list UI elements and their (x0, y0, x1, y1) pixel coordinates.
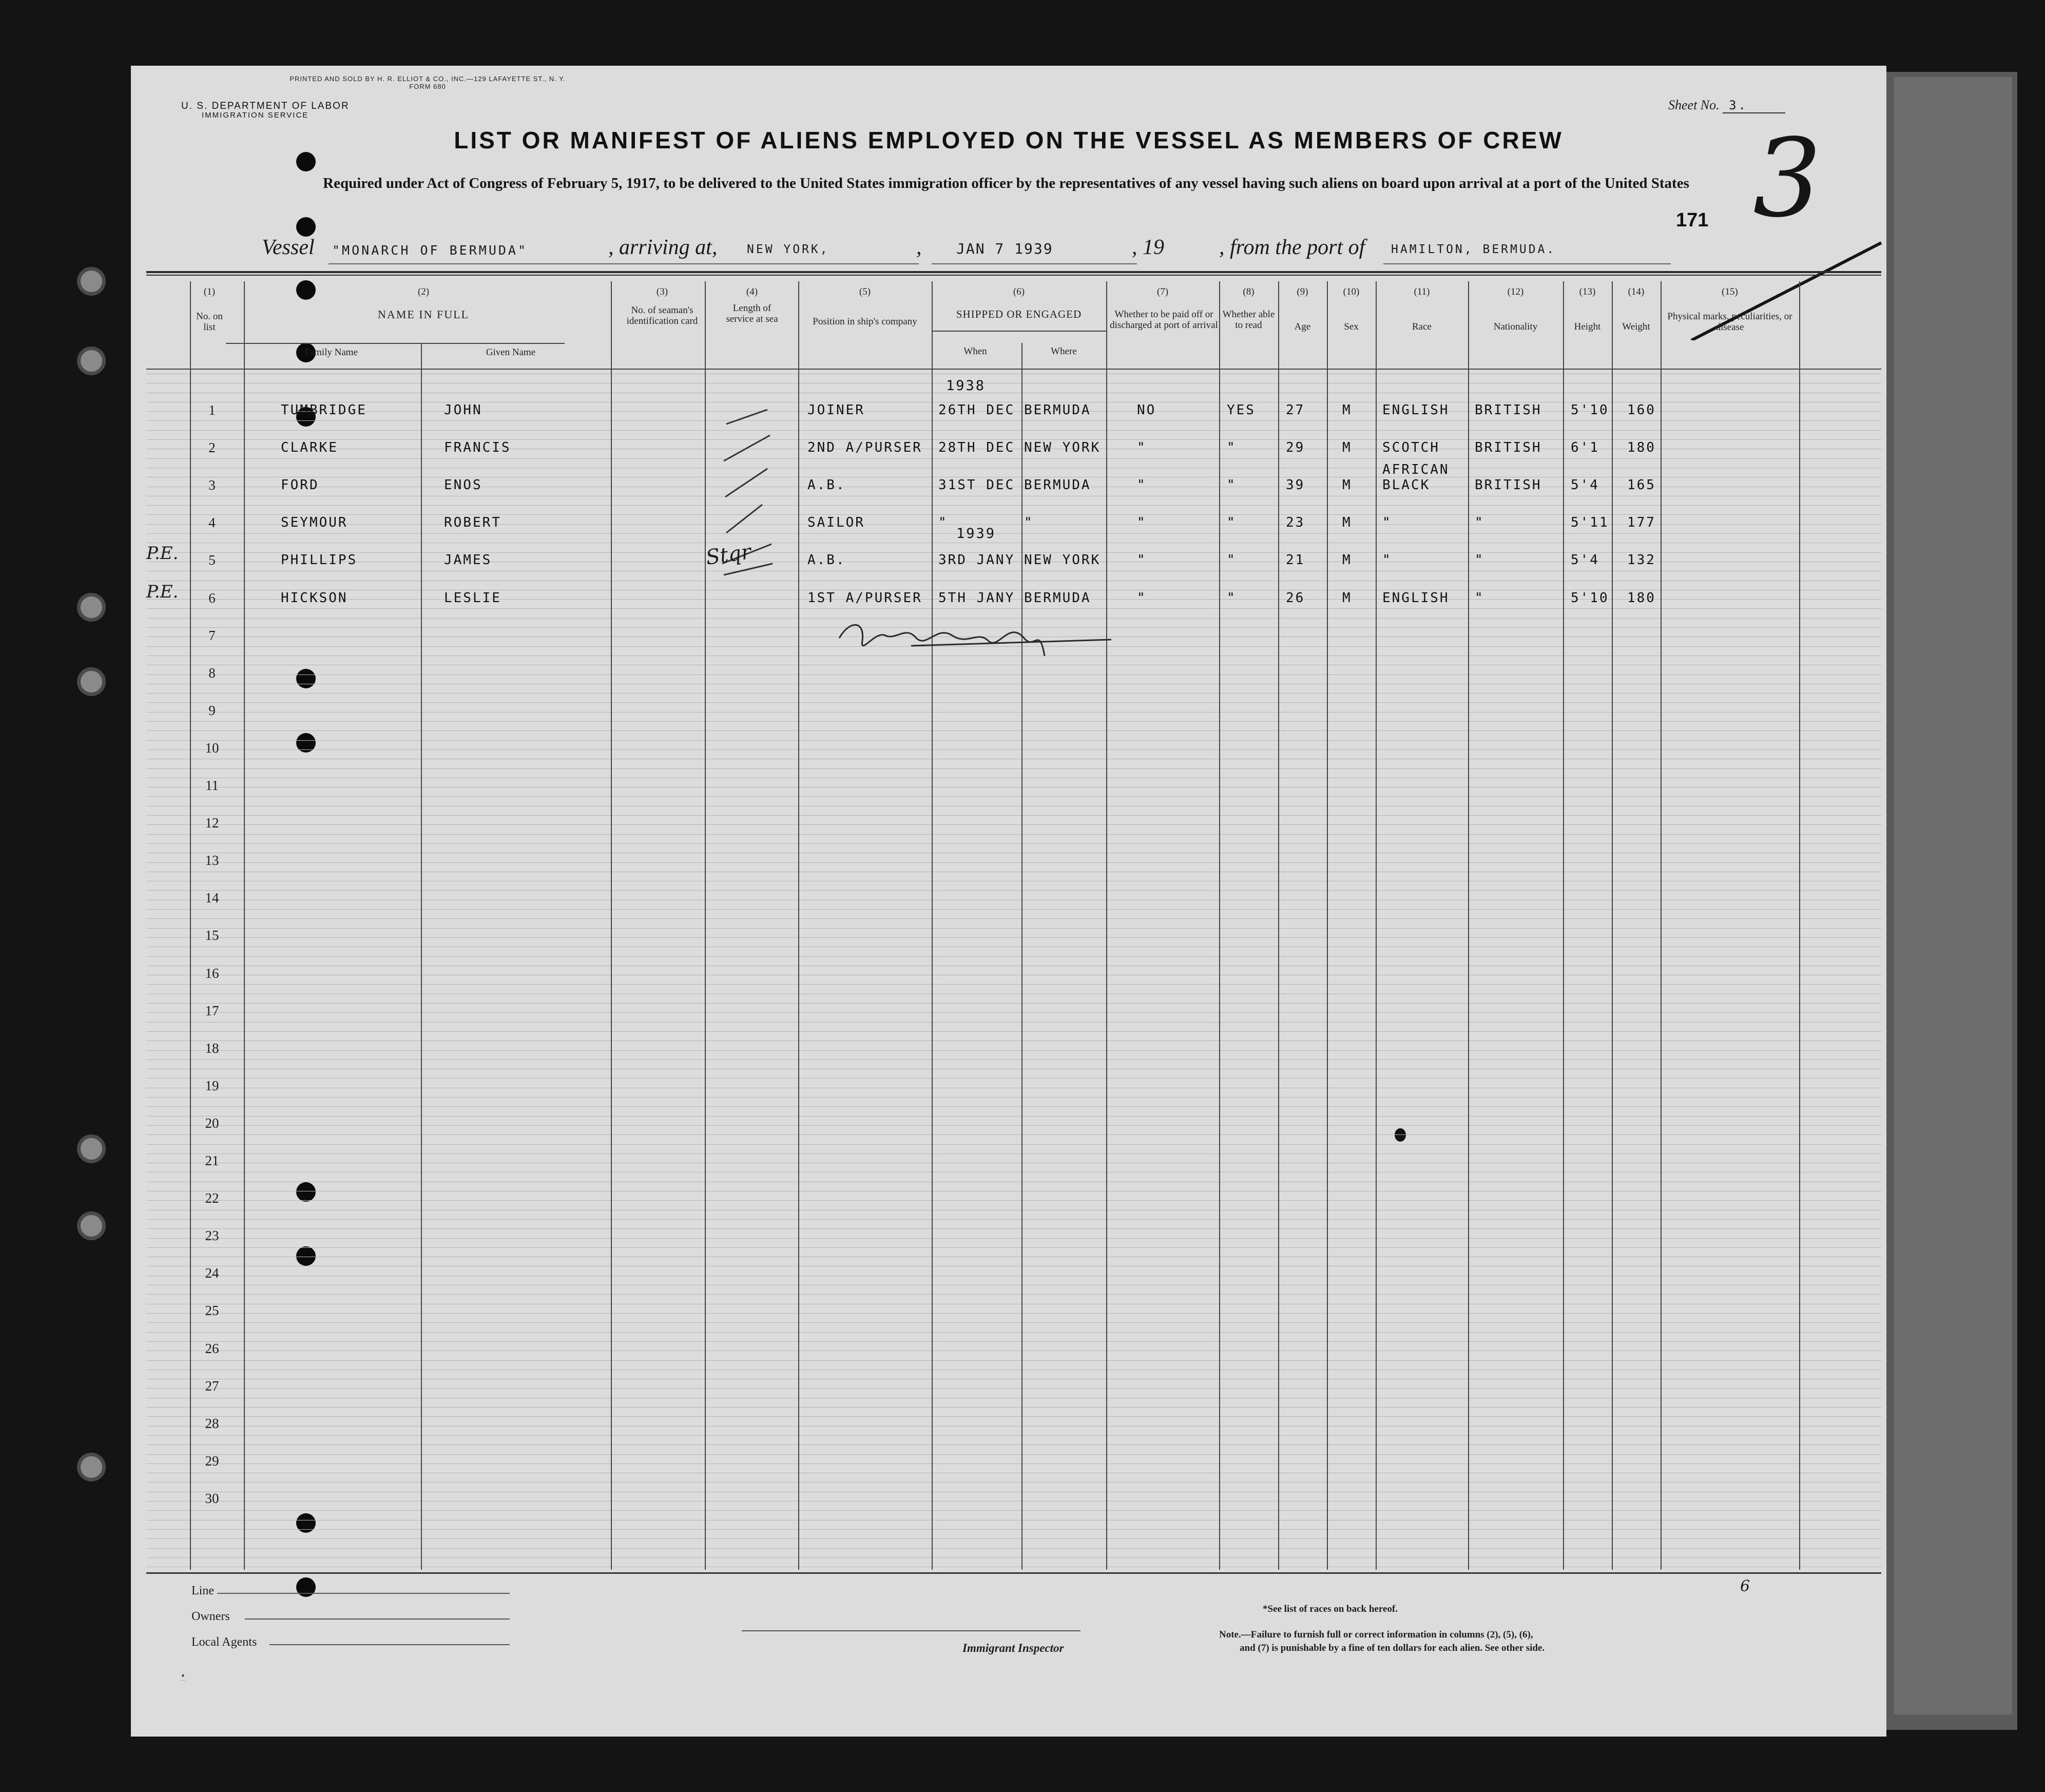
ruled-line (146, 514, 1881, 515)
column-divider (1021, 343, 1023, 1570)
header-length-service: Length of service at sea (726, 303, 778, 324)
printer-line: PRINTED AND SOLD BY H. R. ELLIOT & CO., INC.—129 LAFAYETTE ST., N. Y. (290, 75, 566, 83)
row-number: 1 (208, 402, 216, 418)
signature-mark: Stqr (704, 540, 753, 570)
handwritten-sheet-number: 3 (1753, 115, 1822, 241)
cell-read: " (1227, 552, 1237, 568)
header-id-card: No. of seaman's identification card (626, 305, 698, 326)
row-number: 3 (208, 477, 216, 493)
footer-owners-label: Owners (191, 1610, 230, 1623)
row-number: 28 (205, 1415, 219, 1431)
col-number: (12) (1507, 286, 1524, 297)
ruled-line (146, 834, 1881, 835)
column-divider (1468, 281, 1469, 1570)
column-divider (705, 281, 706, 1570)
ruled-line (146, 1510, 1881, 1511)
arriving-port: NEW YORK, (747, 243, 829, 256)
from-port: HAMILTON, BERMUDA. (1391, 243, 1556, 256)
cell-given: JOHN (444, 402, 483, 418)
row-number: 27 (205, 1378, 219, 1394)
ruled-line (146, 1247, 1881, 1248)
row-number: 11 (205, 778, 219, 793)
binder-ring (77, 1453, 106, 1481)
binder-ring (77, 346, 106, 375)
cell-race: " (1382, 552, 1392, 568)
row-number: 20 (205, 1115, 219, 1131)
column-divider (1661, 281, 1662, 1570)
sheet-number-block (1668, 98, 1785, 113)
header-age: Age (1294, 321, 1311, 332)
binder-ring (77, 1211, 106, 1240)
ink-blot (1395, 1128, 1406, 1142)
column-divider (1376, 281, 1377, 1570)
header-weight: Weight (1622, 321, 1650, 332)
cell-given: ROBERT (444, 515, 501, 531)
ruled-line (146, 1454, 1881, 1455)
service-name: IMMIGRATION SERVICE (202, 111, 309, 120)
ruled-line (146, 1134, 1881, 1135)
cell-weight: 160 (1627, 402, 1656, 418)
col-number: (15) (1722, 286, 1738, 297)
corner-mark: 6 (1740, 1577, 1750, 1595)
header-rule (932, 331, 1106, 332)
col-number: (13) (1579, 286, 1596, 297)
vessel-label: Vessel (262, 236, 315, 259)
vessel-name: "MONARCH OF BERMUDA" (332, 243, 528, 258)
cell-sex: M (1342, 477, 1352, 493)
cell-weight: 132 (1627, 552, 1656, 568)
department-name: U. S. DEPARTMENT OF LABOR (181, 101, 350, 111)
cell-nat: BRITISH (1475, 402, 1542, 418)
row-number: 6 (208, 590, 216, 606)
column-divider (611, 281, 612, 1570)
cell-position: 2ND A/PURSER (807, 440, 922, 456)
ruled-line (146, 458, 1881, 459)
row-number: 25 (205, 1303, 219, 1319)
column-divider (1106, 281, 1107, 1570)
cell-race: ENGLISH (1382, 402, 1450, 418)
ruled-line (146, 824, 1881, 825)
col-number: (7) (1156, 286, 1169, 297)
cell-age: 23 (1286, 515, 1305, 531)
arriving-label: , arriving at, (608, 236, 718, 259)
cell-sex: M (1342, 515, 1352, 531)
ruled-line (146, 796, 1881, 797)
ruled-line (146, 1294, 1881, 1295)
header-nationality: Nationality (1493, 321, 1538, 332)
row-number: 7 (208, 627, 216, 643)
footer-note-races: *See list of races on back hereof. (1263, 1604, 1398, 1614)
cell-race: " (1382, 515, 1392, 531)
cell-where: NEW YORK (1024, 440, 1101, 456)
ruled-line (146, 928, 1881, 929)
punch-hole (296, 1182, 316, 1202)
punch-hole (296, 1577, 316, 1597)
cell-read: " (1227, 590, 1237, 606)
cell-height: 5'11 (1571, 515, 1609, 531)
cell-when: 26TH DEC (938, 402, 1015, 418)
cell-paid: " (1137, 552, 1147, 568)
cell-when: 3RD JANY (938, 552, 1015, 568)
ruled-line (146, 430, 1881, 431)
margin-mark: P.E. (146, 543, 179, 564)
cell-weight: 180 (1627, 590, 1656, 606)
year-note: 1938 (946, 378, 986, 394)
ruled-line (146, 1031, 1881, 1032)
ruled-line (146, 815, 1881, 816)
col-number: (11) (1414, 286, 1430, 297)
ruled-line (146, 890, 1881, 891)
ruled-line (146, 1341, 1881, 1342)
header-sex: Sex (1344, 321, 1359, 332)
row-number: 17 (205, 1003, 219, 1018)
ruled-line (146, 1238, 1881, 1239)
ruled-line (146, 1125, 1881, 1126)
cell-age: 21 (1286, 552, 1305, 568)
form-number: FORM 680 (409, 83, 446, 90)
cell-age: 29 (1286, 440, 1305, 456)
punch-hole (296, 1513, 316, 1533)
cell-where: NEW YORK (1024, 552, 1101, 568)
header-family-name: Family Name (304, 347, 358, 358)
ruled-line (146, 1360, 1881, 1361)
punch-hole (296, 152, 316, 171)
ruled-line (146, 937, 1881, 938)
row-number: 19 (205, 1077, 219, 1093)
binder-ring (77, 667, 106, 696)
punch-hole (296, 1246, 316, 1266)
ruled-line (146, 1022, 1881, 1023)
header-name-in-full: NAME IN FULL (378, 308, 469, 321)
cell-family: PHILLIPS (281, 552, 358, 568)
cell-family: SEYMOUR (281, 515, 348, 531)
cell-paid: NO (1137, 402, 1156, 418)
ruled-line (146, 1313, 1881, 1314)
ruled-line (146, 1228, 1881, 1229)
printer-imprint (145, 75, 710, 90)
ruled-line (146, 505, 1881, 506)
cell-nat: " (1475, 590, 1484, 606)
col-number: (6) (1013, 286, 1025, 297)
ruled-line (146, 1388, 1881, 1389)
stamp-number: 171 (1676, 209, 1709, 231)
cell-given: LESLIE (444, 590, 501, 606)
ruled-line (146, 1050, 1881, 1051)
ruled-line (146, 1538, 1881, 1539)
header-shipped: SHIPPED OR ENGAGED (956, 308, 1082, 320)
ruled-line (146, 1435, 1881, 1436)
cell-race: SCOTCH (1382, 440, 1440, 456)
punch-hole (296, 280, 316, 300)
ruled-line (146, 1548, 1881, 1549)
cell-nat: BRITISH (1475, 440, 1542, 456)
ruled-line (146, 1106, 1881, 1107)
ruled-line (146, 1463, 1881, 1464)
cell-height: 6'1 (1571, 440, 1599, 456)
cell-family: CLARKE (281, 440, 338, 456)
col-number: (4) (746, 286, 758, 297)
column-divider (1612, 281, 1613, 1570)
year-label: , 19 (1132, 236, 1164, 259)
cell-age: 26 (1286, 590, 1305, 606)
column-divider (1799, 281, 1800, 1570)
cell-read: " (1227, 515, 1237, 531)
header-race: Race (1412, 321, 1432, 332)
cell-position: 1ST A/PURSER (807, 590, 922, 606)
cell-family: TUMBRIDGE (281, 402, 367, 418)
row-number: 30 (205, 1490, 219, 1506)
punch-hole (296, 217, 316, 237)
col-number: (8) (1243, 286, 1255, 297)
cell-read: YES (1227, 402, 1256, 418)
punch-hole (296, 669, 316, 688)
ruled-line (146, 984, 1881, 985)
ruled-line (146, 1332, 1881, 1333)
cell-given: JAMES (444, 552, 492, 568)
footer-note-penalty-2: and (7) is punishable by a fine of ten dollars for each alien. See other side. (1240, 1643, 1545, 1653)
cell-height: 5'4 (1571, 552, 1599, 568)
header-no-on-list: No. on list (196, 311, 223, 333)
row-number: 29 (205, 1453, 219, 1469)
cell-sex: M (1342, 440, 1352, 456)
ruled-line (146, 749, 1881, 750)
column-divider (1327, 281, 1328, 1570)
cell-weight: 165 (1627, 477, 1656, 493)
ruled-line (146, 1003, 1881, 1004)
cell-height: 5'10 (1571, 402, 1609, 418)
ruled-line (146, 420, 1881, 421)
column-divider (190, 281, 191, 1570)
column-divider (421, 343, 422, 1570)
row-number: 21 (205, 1153, 219, 1168)
cell-height: 5'10 (1571, 590, 1609, 606)
header-paid-off: Whether to be paid off or discharged at port of arrival (1110, 309, 1218, 331)
ruled-line (146, 1426, 1881, 1427)
header-physical-marks: Physical marks, peculiarities, or disease (1667, 311, 1792, 333)
cell-race: ENGLISH (1382, 590, 1450, 606)
cell-when: " (938, 515, 948, 531)
binder-ring (77, 267, 106, 296)
header-where: Where (1051, 346, 1077, 357)
ruled-line (146, 1407, 1881, 1408)
row-number: 26 (205, 1340, 219, 1356)
ruled-line (146, 721, 1881, 722)
row-number: 2 (208, 440, 216, 456)
col-number: (9) (1297, 286, 1308, 297)
ruled-line (146, 1144, 1881, 1145)
year-note: 1939 (956, 526, 996, 542)
cell-position: JOINER (807, 402, 865, 418)
col-number: (14) (1628, 286, 1645, 297)
col-number: (2) (417, 286, 430, 297)
department-block (181, 102, 350, 120)
cell-paid: " (1137, 515, 1147, 531)
cell-where: BERMUDA (1024, 477, 1091, 493)
column-divider (1219, 281, 1220, 1570)
cell-given: ENOS (444, 477, 483, 493)
ruled-line (146, 1529, 1881, 1530)
ruled-line (146, 608, 1881, 609)
col-number: (1) (203, 286, 216, 297)
header-height: Height (1574, 321, 1601, 332)
cell-sex: M (1342, 402, 1352, 418)
col-number: (5) (859, 286, 871, 297)
row-number: 14 (205, 890, 219, 906)
ruled-line (146, 1444, 1881, 1445)
header-given-name: Given Name (486, 347, 536, 358)
column-divider (244, 281, 245, 1570)
header-when: When (963, 346, 987, 357)
header-able-read: Whether able to read (1222, 309, 1275, 331)
sheet-label: Sheet No. (1668, 98, 1720, 112)
ruled-line (146, 1322, 1881, 1323)
cell-race: AFRICAN BLACK (1382, 462, 1450, 493)
ruled-line (146, 1059, 1881, 1060)
cell-read: " (1227, 477, 1237, 493)
column-divider (1278, 281, 1279, 1570)
cell-when: 28TH DEC (938, 440, 1015, 456)
manifest-subtitle: Required under Act of Congress of February 5, 1917, to be delivered to the United States immigration officer by the representatives of any vessel having such aliens on board upon arrival at a port of the United States (323, 175, 1689, 191)
footer-line-label: Line (191, 1584, 214, 1597)
cell-sex: M (1342, 552, 1352, 568)
ruled-line (146, 1219, 1881, 1220)
manifest-page: PRINTED AND SOLD BY H. R. ELLIOT & CO., INC.—129 LAFAYETTE ST., N. Y. FORM 680 U. S. DEPARTMENT OF LABOR IMMIGRATION SERVICE Sheet No. 3. 3 171 LIST OR MANIFEST OF ALIENS EMPLOYED ON THE VESSEL AS MEMBERS OF CREW Required under Act of Congress of February 5, 1917, to be delivered to the United States immigration officer by the representatives of any vessel having such aliens on board upon arrival at a port of the United States Vessel "MONARCH OF BERMUDA" , arriving at, NEW YORK, , JAN 7 1939 , 19 , from the port of HAMILTON, BERMUDA. (1) No. on list (2) NAME IN FULL Family Name Given Name (3) No. of seaman's identification card (4) Length of service at sea (5) Position in ship's company (6) SHIPPED OR ENGAGED When Where (7) Whether to be paid off or discharged at port of arrival (8) Whether able to read (9) Age (10) Sex (11) Race (12) Nationality (13) Height (14) Weight (15) Physical marks, peculiarities, or disease 1938 1939 1 TUMBRIDGE JOHN JOINER 26TH DEC BERMUDA NO YES 27 M ENGLISH BRITISH 5'10 160 2 CLARKE FRANCIS 2ND A/PURSER 28TH DEC NEW YORK " " 29 M SCOTCH BRITISH 6'1 180 3 FORD ENOS A.B. 31ST DEC BERMUDA " " 39 M AFRICAN BLACK BRITISH 5'4 165 4 SEYMOUR ROBERT SAILOR " " " " 23 M " " 5'11 177 5 PHILLIPS JAMES A.B. 3RD JANY NEW YORK " " 21 M " " 5'4 132 6 HICKSON LESLIE 1ST A/PURSER 5TH JANY BERMUDA " " 26 M ENGLISH " 5'10 180 7 8 9 10 11 12 13 14 15 16 17 18 19 20 21 22 23 24 25 26 27 28 29 30 Stqr P.E. P.E. Line Owners Local Agents Immigrant Inspector *See list of races on back hereof. Note.—Failure to furnish full or correct information in columns (2), (5), (6), and (7) is punishable by a fine of ten dollars for each alien. See other side. 6 ▲ ··· (131, 66, 1886, 1737)
ruled-line (146, 1040, 1881, 1041)
cell-nat: BRITISH (1475, 477, 1542, 493)
cell-family: HICKSON (281, 590, 348, 606)
row-number: 18 (205, 1040, 219, 1056)
cell-nat: " (1475, 552, 1484, 568)
ruled-line (146, 843, 1881, 844)
cell-family: FORD (281, 477, 319, 493)
cell-when: 5TH JANY (938, 590, 1015, 606)
ruled-line (146, 730, 1881, 731)
col-number: (3) (656, 286, 668, 297)
cell-where: " (1024, 515, 1034, 531)
cell-age: 39 (1286, 477, 1305, 493)
row-number: 13 (205, 853, 219, 869)
ruled-line (146, 768, 1881, 769)
ruled-line (146, 1200, 1881, 1201)
binder-ring (77, 1134, 106, 1163)
ruled-line (146, 524, 1881, 525)
row-number: 15 (205, 928, 219, 943)
row-number: 24 (205, 1265, 219, 1281)
row-number: 5 (208, 552, 216, 568)
cell-position: A.B. (807, 477, 846, 493)
cell-paid: " (1137, 477, 1147, 493)
cell-position: SAILOR (807, 515, 865, 531)
ruled-line (146, 1153, 1881, 1154)
cell-paid: " (1137, 440, 1147, 456)
ruled-line (146, 1416, 1881, 1417)
footer-note-penalty: Note.—Failure to furnish full or correct information in columns (2), (5), (6), (1219, 1629, 1533, 1640)
cell-weight: 180 (1627, 440, 1656, 456)
ruled-line (146, 1557, 1881, 1558)
back-sheet-inner (1894, 77, 2012, 1714)
header-bottom-rule (146, 369, 1881, 370)
cell-height: 5'4 (1571, 477, 1599, 493)
ruled-line (146, 909, 1881, 910)
header-rule (226, 343, 565, 344)
column-divider (1563, 281, 1564, 1570)
cell-where: BERMUDA (1024, 402, 1091, 418)
arrival-date: JAN 7 1939 (956, 240, 1053, 257)
cell-age: 27 (1286, 402, 1305, 418)
from-port-label: , from the port of (1219, 236, 1365, 259)
binder-ring (77, 593, 106, 622)
cell-where: BERMUDA (1024, 590, 1091, 606)
ruled-line (146, 533, 1881, 534)
ruled-line (146, 740, 1881, 741)
sheet-number: 3. (1723, 98, 1785, 113)
cell-sex: M (1342, 590, 1352, 606)
row-number: 10 (205, 740, 219, 756)
row-number: 16 (205, 965, 219, 981)
footer-inspector-label: Immigrant Inspector (962, 1642, 1064, 1654)
manifest-title: LIST OR MANIFEST OF ALIENS EMPLOYED ON THE VESSEL AS MEMBERS OF CREW (454, 127, 1564, 153)
ruled-line (146, 862, 1881, 863)
cell-read: " (1227, 440, 1237, 456)
row-number: 9 (208, 702, 216, 718)
cell-nat: " (1475, 515, 1484, 531)
footer-agents-label: Local Agents (191, 1635, 257, 1649)
row-number: 4 (208, 515, 216, 531)
header-position: Position in ship's company (813, 316, 917, 327)
col-number: (10) (1343, 286, 1360, 297)
row-number: 8 (208, 665, 216, 681)
cell-weight: 177 (1627, 515, 1656, 531)
ruled-line (146, 1012, 1881, 1013)
cell-paid: " (1137, 590, 1147, 606)
ruled-line (146, 918, 1881, 919)
cell-position: A.B. (807, 552, 846, 568)
cell-given: FRANCIS (444, 440, 511, 456)
union-label: ▲ ··· (180, 1672, 186, 1683)
column-divider (932, 281, 933, 1570)
inspector-signature (834, 610, 1122, 666)
row-number: 12 (205, 815, 219, 831)
cell-when: 31ST DEC (938, 477, 1015, 493)
margin-mark: P.E. (146, 582, 179, 602)
row-number: 23 (205, 1228, 219, 1244)
ruled-line (146, 956, 1881, 957)
ruled-line (146, 702, 1881, 703)
row-number: 22 (205, 1190, 219, 1206)
